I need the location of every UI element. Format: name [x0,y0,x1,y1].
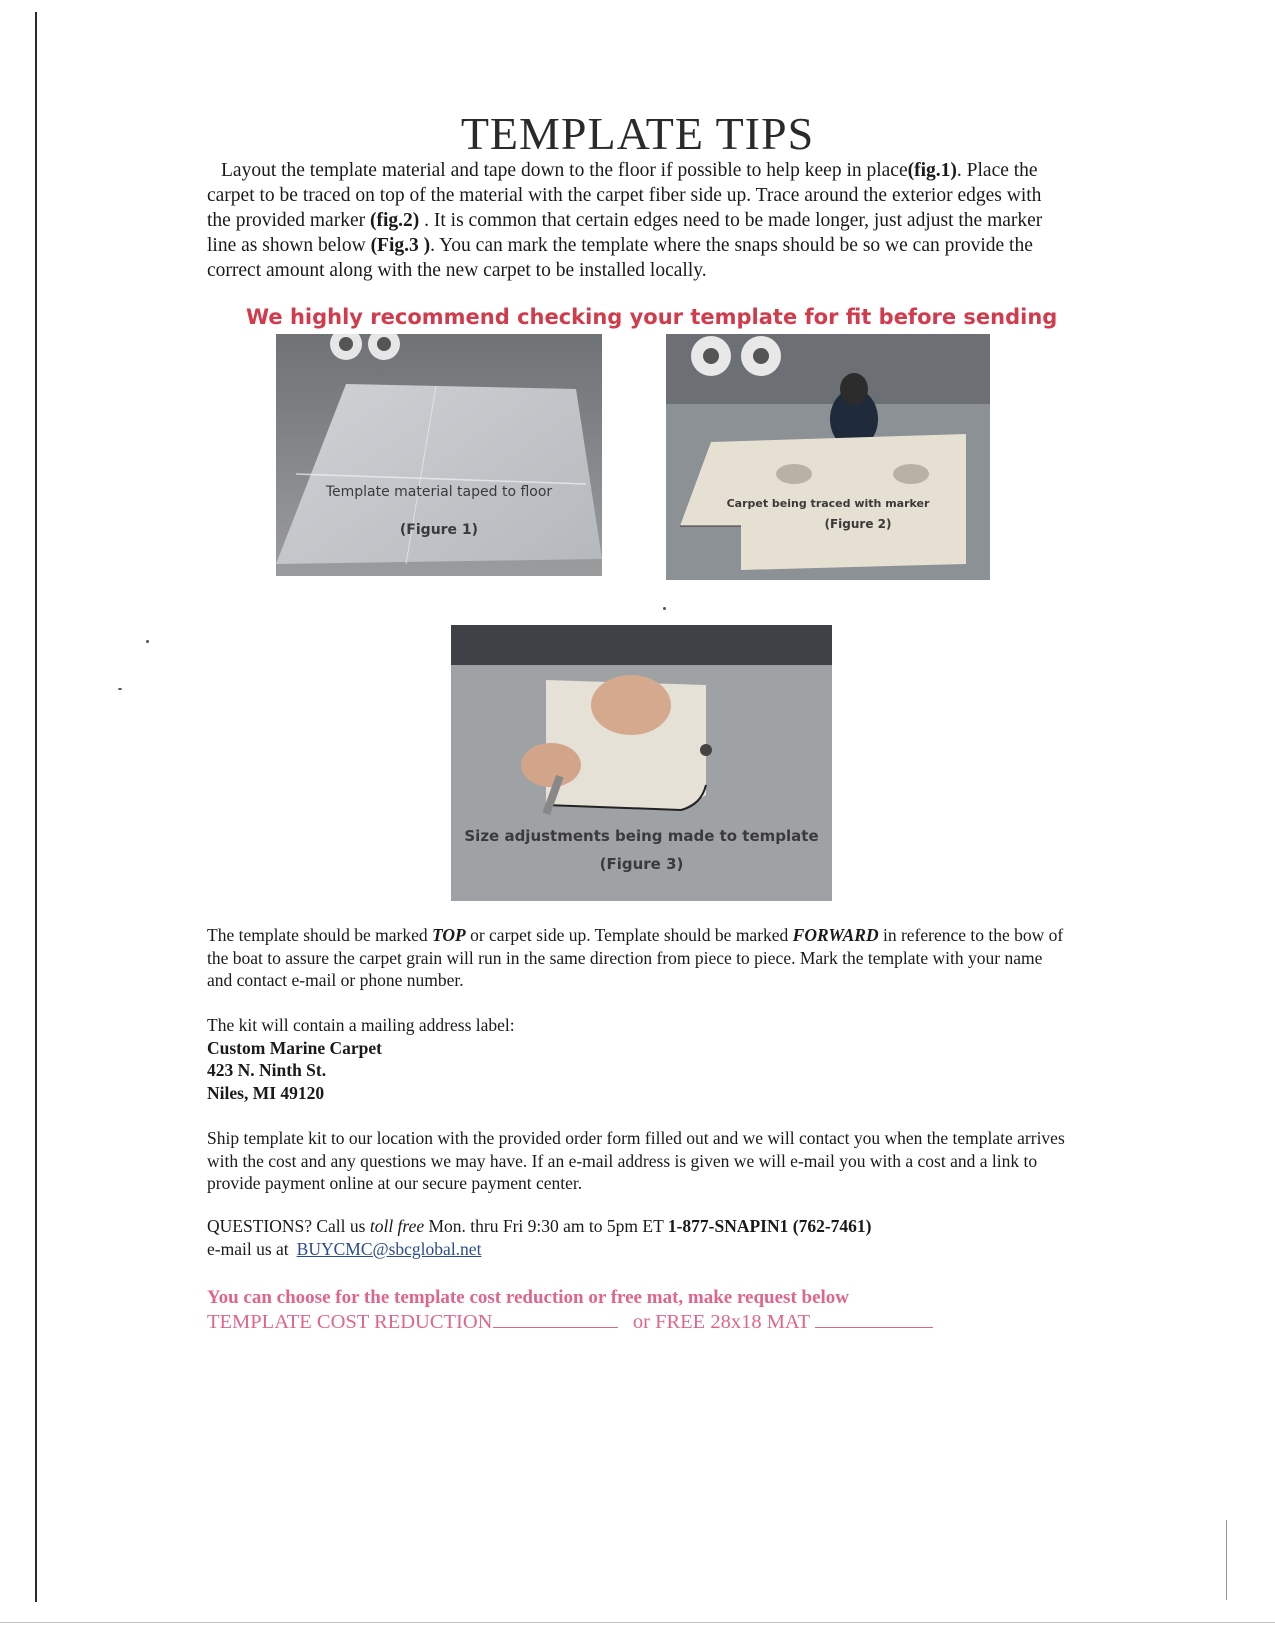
marking-text: The template should be marked [207,925,432,945]
figure-3-label: (Figure 3) [599,855,684,873]
figure-2-image [666,334,990,580]
address-city: Niles, MI 49120 [207,1082,325,1103]
kit-address-block [207,1014,1067,1104]
top-keyword: TOP [432,925,466,945]
shipping-paragraph: Ship template kit to our location with the provided order form filled out and we will contact you when the template arrives with the cost and any questions we may have. If an e-mail address is given we will e-mail you with a cost and a link to provide payment online at our secure payment center. [207,1128,1065,1193]
email-label: e-mail us at [207,1238,289,1259]
scan-speck [663,607,666,610]
cost-reduction-label: TEMPLATE COST REDUCTION [207,1311,493,1333]
figure-1-image [276,334,602,576]
figure-1-label: (Figure 1) [399,522,479,538]
free-mat-blank[interactable] [815,1313,933,1328]
offer-choices [207,1311,1107,1334]
recommend-banner: We highly recommend checking your template for fit before sending [246,305,1058,329]
offer-instructions: You can choose for the template cost reduction or free mat, make request below [207,1287,850,1308]
fig2-ref: (fig.2) [369,210,420,231]
scan-speck [146,640,149,643]
figure-2-label: (Figure 2) [824,517,892,531]
marking-text-2: or carpet side up. Template should be marked [465,925,793,945]
scan-edge-bottom [0,1622,1275,1623]
figure-1-photo [276,334,602,576]
figure-3-photo [451,625,832,901]
address-street: 423 N. Ninth St. [207,1060,327,1080]
fig1-ref: (fig.1) [907,160,957,181]
free-mat-label: or FREE 28x18 MAT [632,1311,810,1333]
figure-3-caption: Size adjustments being made to template [464,827,819,845]
scan-edge-right [1226,1520,1227,1600]
kit-intro: The kit will contain a mailing address label: [207,1015,515,1035]
forward-keyword: FORWARD [792,925,879,945]
phone-number: 1-877-SNAPIN1 (762-7461) [667,1216,872,1236]
address-company: Custom Marine Carpet [207,1037,382,1058]
toll-free-text: toll free [369,1216,425,1236]
figure-2-caption: Carpet being traced with marker [726,497,930,510]
figure-1-caption: Template material taped to floor [325,484,553,500]
figure-2-photo [666,334,990,580]
marking-paragraph [207,924,1067,992]
email-link[interactable]: BUYCMC@sbcglobal.net [296,1238,482,1259]
intro-text-4: . You can mark the template where the snaps should be so we can provide the correct amount along with the new carpet to be installed locally. [207,235,1033,281]
questions-text: QUESTIONS? Call us [207,1216,370,1236]
intro-text: Layout the template material and tape down to the floor if possible to help keep in place [221,160,908,181]
fig3-ref: (Fig.3 ) [370,235,431,256]
cost-reduction-blank[interactable] [493,1313,618,1328]
page-title: TEMPLATE TIPS [460,107,815,159]
intro-paragraph [207,158,1057,283]
intro-text-2: . Place the carpet to be traced on top of the material with the carpet fiber side up. Trace around the exterior edges with the provided marker [207,160,1042,231]
questions-block [207,1215,1067,1260]
intro-text-3: . It is common that certain edges need to be made longer, just adjust the marker line as shown below [207,210,1043,256]
marking-text-3: in reference to the bow of the boat to assure the carpet grain will run in the same direction from piece to piece. Mark the template with your name and contact e-mail or phone number. [207,925,1064,990]
scan-speck [118,688,122,690]
hours-text: Mon. thru Fri 9:30 am to 5pm ET [424,1216,668,1236]
scan-edge-left [35,12,37,1602]
